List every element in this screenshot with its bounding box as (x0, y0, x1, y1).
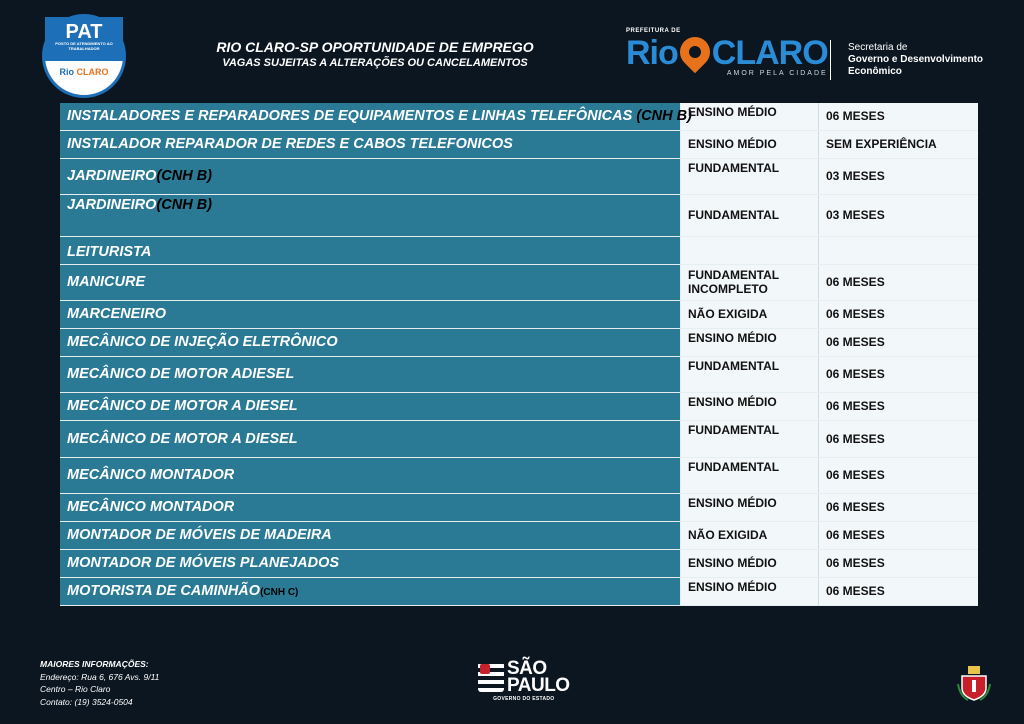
pat-logo (42, 14, 126, 98)
map-pin-icon (674, 31, 716, 73)
job-title (60, 521, 681, 549)
job-title-text: INSTALADOR REPARADOR DE REDES E CABOS TELEFONICOS (67, 136, 513, 152)
job-title-text: MECÂNICO DE MOTOR A DIESEL (67, 398, 298, 414)
table-row (60, 300, 978, 328)
header-title-block (190, 38, 560, 71)
info-title: MAIORES INFORMAÇÕES: (40, 659, 149, 669)
job-title (60, 236, 681, 264)
job-title (60, 194, 681, 236)
job-title-text: MOTORISTA DE CAMINHÃO (67, 583, 261, 599)
job-title (60, 392, 681, 420)
job-experience: 06 MESES (819, 420, 979, 457)
page-subtitle: VAGAS SUJEITAS A ALTERAÇÕES OU CANCELAMENTOS (222, 57, 528, 69)
secretaria-line2: Governo e Desenvolvimento (848, 54, 984, 65)
job-schooling (681, 236, 819, 264)
job-experience: 06 MESES (819, 549, 979, 577)
job-experience: 06 MESES (819, 300, 979, 328)
job-schooling: FUNDAMENTAL (681, 457, 819, 493)
job-title (60, 103, 692, 130)
table-row (60, 577, 978, 605)
prefeitura-rio: Rio (626, 34, 678, 72)
page-title: RIO CLARO-SP OPORTUNIDADE DE EMPREGO (216, 39, 534, 55)
table-row (60, 130, 978, 158)
secretaria-line1: Secretaria de (848, 42, 908, 53)
job-schooling: ENSINO MÉDIO (681, 130, 819, 158)
table-row (60, 158, 978, 194)
job-title-text: INSTALADORES E REPARADORES DE EQUIPAMENTOS E LINHAS TELEFÔNICAS (67, 108, 633, 125)
table-row (60, 392, 978, 420)
prefeitura-claro: CLARO (711, 34, 828, 72)
job-schooling: NÃO EXIGIDA (681, 521, 819, 549)
job-experience: 06 MESES (819, 521, 979, 549)
job-schooling: ENSINO MÉDIO (681, 392, 819, 420)
pat-logo-city-claro: CLARO (76, 67, 109, 77)
secretaria-label (848, 42, 983, 78)
pat-logo-title: PAT (65, 21, 103, 43)
job-title-text: MECÂNICO MONTADOR (67, 499, 235, 515)
job-schooling: ENSINO MÉDIO (681, 103, 819, 130)
job-title-text: JARDINEIRO (67, 196, 157, 213)
job-title (60, 158, 681, 194)
job-title-text: MECÂNICO DE MOTOR A DIESEL (67, 430, 298, 447)
table-row (60, 264, 978, 300)
job-title-text: MANICURE (67, 274, 146, 290)
sao-paulo-logo (478, 660, 570, 702)
table-row (60, 194, 978, 236)
job-schooling: FUNDAMENTAL INCOMPLETO (681, 264, 819, 300)
job-experience: 03 MESES (819, 194, 979, 236)
prefeitura-city-name (626, 34, 828, 70)
job-title (60, 549, 681, 577)
job-schooling: ENSINO MÉDIO (681, 493, 819, 521)
secretaria-line3: Econômico (848, 66, 902, 77)
job-title (60, 130, 681, 158)
job-experience: 03 MESES (819, 158, 979, 194)
job-title (60, 356, 681, 392)
job-experience (819, 236, 979, 264)
pat-logo-subtitle: POSTO DE ATENDIMENTO AO TRABALHADOR (55, 41, 113, 51)
job-experience: 06 MESES (819, 356, 979, 392)
job-title (60, 577, 681, 605)
sp-logo-line1: SÃO (507, 658, 547, 679)
job-title-text: MECÂNICO MONTADOR (67, 467, 235, 483)
contact-info (40, 658, 159, 708)
pat-logo-city (45, 67, 123, 77)
job-cnh: (CNH B) (636, 108, 692, 125)
sp-logo-gov: GOVERNO DO ESTADO (493, 696, 555, 702)
jobs-table (60, 103, 978, 606)
table-row (60, 420, 978, 457)
prefeitura-label: PREFEITURA DE (626, 28, 681, 34)
job-experience: 06 MESES (819, 103, 979, 130)
job-schooling: ENSINO MÉDIO (681, 577, 819, 605)
job-schooling: ENSINO MÉDIO (681, 549, 819, 577)
job-cnh: (CNH C) (260, 587, 299, 598)
job-title-text: MONTADOR DE MÓVEIS PLANEJADOS (67, 555, 340, 571)
job-schooling: NÃO EXIGIDA (681, 300, 819, 328)
table-row (60, 103, 978, 130)
job-schooling: FUNDAMENTAL (681, 158, 819, 194)
job-title-text: MARCENEIRO (67, 306, 167, 322)
job-title-text: MECÂNICO DE INJEÇÃO ELETRÔNICO (67, 334, 338, 350)
job-title-text: JARDINEIRO (67, 168, 157, 184)
job-cnh: (CNH B) (156, 196, 213, 213)
table-row (60, 236, 978, 264)
info-address: Endereço: Rua 6, 676 Avs. 9/11 (40, 671, 160, 682)
coat-of-arms-icon (956, 662, 992, 702)
sp-logo-line2: PAULO (507, 675, 570, 696)
job-schooling: FUNDAMENTAL (681, 420, 819, 457)
job-experience: 06 MESES (819, 328, 979, 356)
job-title-text: MECÂNICO DE MOTOR ADIESEL (67, 366, 295, 382)
table-row (60, 521, 978, 549)
job-cnh: (CNH B) (156, 168, 213, 184)
job-title (60, 264, 681, 300)
job-experience: 06 MESES (819, 493, 979, 521)
info-district: Centro – Rio Claro (40, 684, 111, 694)
job-experience: 06 MESES (819, 577, 979, 605)
prefeitura-logo (626, 28, 828, 77)
prefeitura-tagline: AMOR PELA CIDADE (726, 70, 828, 77)
job-title (60, 420, 681, 457)
job-schooling: FUNDAMENTAL (681, 356, 819, 392)
job-title (60, 300, 681, 328)
job-experience: 06 MESES (819, 264, 979, 300)
table-row (60, 457, 978, 493)
job-title (60, 493, 681, 521)
info-contact: Contato: (19) 3524-0504 (40, 696, 133, 707)
job-title-text: LEITURISTA (67, 243, 152, 260)
job-experience: SEM EXPERIÊNCIA (819, 130, 979, 158)
sp-flag-icon (478, 662, 504, 692)
job-experience: 06 MESES (819, 457, 979, 493)
job-schooling: FUNDAMENTAL (681, 194, 819, 236)
sp-logo-text (507, 660, 570, 694)
job-schooling: ENSINO MÉDIO (681, 328, 819, 356)
job-title-text: MONTADOR DE MÓVEIS DE MADEIRA (67, 527, 332, 543)
table-row (60, 356, 978, 392)
job-experience: 06 MESES (819, 392, 979, 420)
table-row (60, 328, 978, 356)
table-row (60, 549, 978, 577)
table-row (60, 493, 978, 521)
logo-divider (830, 40, 831, 80)
job-title (60, 457, 681, 493)
pat-logo-city-rio: Rio (59, 67, 74, 77)
job-title (60, 328, 681, 356)
